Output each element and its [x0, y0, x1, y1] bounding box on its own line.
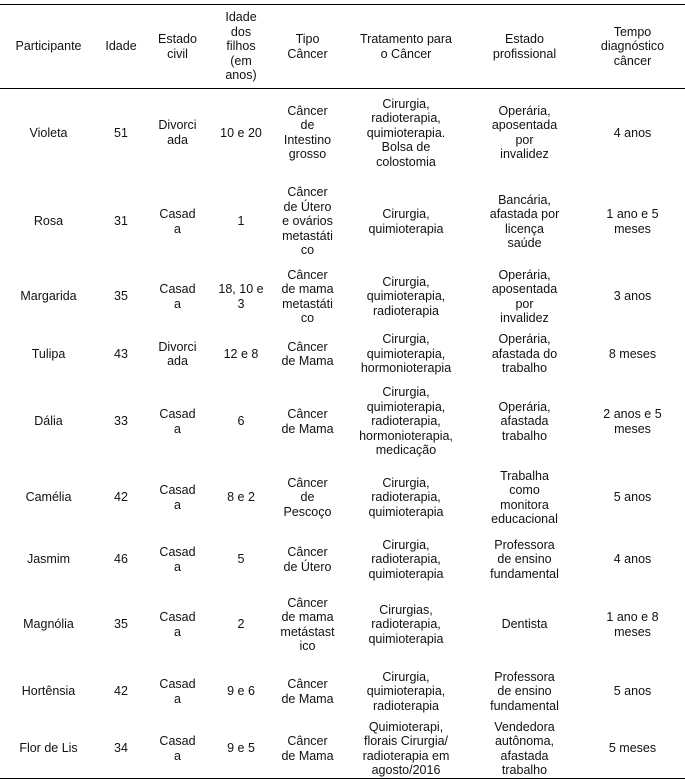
table-body [0, 89, 685, 779]
cell-idade-filhos: 12 e 8 [223, 346, 259, 361]
cell-estado-civil: Casad a [159, 545, 196, 574]
table-row [0, 267, 685, 327]
column-header-idade-filhos: Idade dos filhos (em anos) [210, 5, 272, 89]
cell-participante: Violeta [29, 125, 68, 140]
participants-table [0, 4, 685, 779]
cell-idade: 35 [114, 289, 128, 304]
cell-tipo-cancer: Câncer de Mama [281, 407, 334, 436]
cell-tratamento: Cirurgia, quimioterapia, radioterapia, hormonioterapia, medicação [359, 385, 453, 458]
cell-participante: Flor de Lis [0, 720, 97, 779]
table-row [0, 462, 685, 534]
table-row [0, 327, 685, 382]
cell-tratamento: Cirurgia, quimioterapia, hormonioterapia [360, 332, 452, 376]
table-row [0, 664, 685, 720]
cell-tempo-diagnostico: 1 ano e 8 meses [606, 610, 659, 639]
cell-idade: 33 [114, 414, 128, 429]
cell-idade-filhos: 8 e 2 [227, 490, 255, 505]
cell-participante: Dália [34, 414, 63, 429]
cell-estado-civil: Casad a [159, 407, 196, 436]
cell-estado-profissional: Operária, afastada trabalho [498, 399, 551, 443]
cell-idade: 35 [114, 617, 128, 632]
cell-tratamento: Cirurgia, radioterapia, quimioterapia [368, 475, 444, 519]
table-row [0, 586, 685, 664]
cell-estado-profissional: Professora de ensino fundamental [490, 537, 559, 581]
cell-tratamento: Cirurgia, radioterapia, quimioterapia [368, 537, 444, 581]
cell-estado-civil: Casad a [159, 610, 196, 639]
cell-tratamento: Cirurgia, radioterapia, quimioterapia. Bolsa de colostomia [366, 96, 446, 169]
cell-participante: Camélia [25, 490, 72, 505]
table-row [0, 382, 685, 462]
cell-idade: 46 [114, 552, 128, 567]
cell-idade: 34 [97, 720, 145, 779]
cell-tipo-cancer: Câncer de Mama [281, 677, 334, 706]
cell-tratamento: Cirurgias, radioterapia, quimioterapia [368, 602, 444, 646]
cell-idade-filhos: 1 [237, 214, 245, 229]
column-header-participante: Participante [0, 5, 97, 89]
cell-tempo-diagnostico: 8 meses [608, 346, 657, 361]
cell-tempo-diagnostico: 2 anos e 5 meses [603, 407, 662, 436]
column-header-idade: Idade [97, 5, 145, 89]
cell-tempo-diagnostico: 1 ano e 5 meses [606, 207, 659, 236]
cell-tipo-cancer: Câncer de mama metástast ico [280, 595, 335, 653]
cell-idade: 42 [114, 490, 128, 505]
cell-estado-civil: Divorci ada [158, 118, 197, 147]
cell-estado-civil: Casad a [145, 720, 210, 779]
cell-participante: Hortênsia [21, 684, 76, 699]
column-header-estado-civil: Estado civil [145, 5, 210, 89]
table-header [0, 5, 685, 89]
cell-idade-filhos: 18, 10 e 3 [218, 282, 264, 311]
header-row [0, 5, 685, 89]
cell-idade: 51 [114, 125, 128, 140]
cell-estado-profissional: Professora de ensino fundamental [490, 669, 559, 713]
cell-tratamento: Cirurgia, quimioterapia [368, 207, 444, 236]
cell-estado-civil: Casad a [159, 207, 196, 236]
cell-tipo-cancer: Câncer de Útero e ovários metastáti co [282, 185, 333, 258]
table-row [0, 89, 685, 177]
cell-idade-filhos: 9 e 5 [210, 720, 272, 779]
column-header-tipo-cancer: Tipo Câncer [272, 5, 343, 89]
cell-tipo-cancer: Câncer de Mama [281, 339, 334, 368]
cell-tipo-cancer: Câncer de mama metastáti co [281, 267, 334, 325]
cell-estado-profissional: Operária, afastada do trabalho [491, 332, 558, 376]
cell-tempo-diagnostico: 3 anos [613, 289, 652, 304]
cell-tipo-cancer: Câncer de Mama [272, 720, 343, 779]
cell-participante: Margarida [20, 289, 77, 304]
cell-participante: Rosa [33, 214, 64, 229]
cell-estado-civil: Casad a [159, 677, 196, 706]
cell-tratamento: Quimioterapi, florais Cirurgia/ radioterapia em agosto/2016 [343, 720, 469, 779]
cell-tempo-diagnostico: 5 meses [580, 720, 685, 779]
column-header-tratamento: Tratamento para o Câncer [343, 5, 469, 89]
cell-idade-filhos: 9 e 6 [227, 684, 255, 699]
column-header-estado-profissional: Estado profissional [469, 5, 580, 89]
cell-tipo-cancer: Câncer de Útero [283, 545, 332, 574]
cell-idade-filhos: 6 [237, 414, 245, 429]
table-row [0, 720, 685, 779]
cell-idade-filhos: 5 [237, 552, 245, 567]
cell-tempo-diagnostico: 4 anos [613, 552, 652, 567]
cell-idade: 43 [114, 346, 128, 361]
table-row [0, 177, 685, 267]
cell-estado-profissional: Operária, aposentada por invalidez [491, 267, 558, 325]
cell-tempo-diagnostico: 5 anos [613, 684, 652, 699]
column-header-tempo-diagnostico: Tempo diagnóstico câncer [580, 5, 685, 89]
cell-participante: Tulipa [31, 346, 66, 361]
cell-estado-profissional: Bancária, afastada por licença saúde [489, 192, 560, 250]
cell-estado-profissional: Vendedora autônoma, afastada trabalho [469, 720, 580, 779]
cell-participante: Magnólia [23, 617, 74, 632]
cell-idade: 42 [114, 684, 128, 699]
cell-estado-civil: Divorci ada [158, 339, 197, 368]
table-row [0, 534, 685, 586]
cell-participante: Jasmim [26, 552, 71, 567]
cell-estado-civil: Casad a [159, 483, 196, 512]
cell-estado-civil: Casad a [159, 282, 196, 311]
cell-tempo-diagnostico: 5 anos [613, 490, 652, 505]
cell-tipo-cancer: Câncer de Intestino grosso [283, 103, 332, 162]
cell-tratamento: Cirurgia, quimioterapia, radioterapia [366, 669, 446, 713]
cell-estado-profissional: Dentista [501, 617, 548, 632]
cell-idade-filhos: 10 e 20 [220, 125, 262, 140]
cell-tratamento: Cirurgia, quimioterapia, radioterapia [366, 274, 446, 318]
cell-tipo-cancer: Câncer de Pescoço [283, 475, 332, 519]
cell-idade: 31 [114, 214, 128, 229]
cell-tempo-diagnostico: 4 anos [613, 125, 652, 140]
cell-idade-filhos: 2 [237, 617, 245, 632]
cell-estado-profissional: Trabalha como monitora educacional [491, 468, 558, 526]
cell-estado-profissional: Operária, aposentada por invalidez [491, 103, 558, 162]
